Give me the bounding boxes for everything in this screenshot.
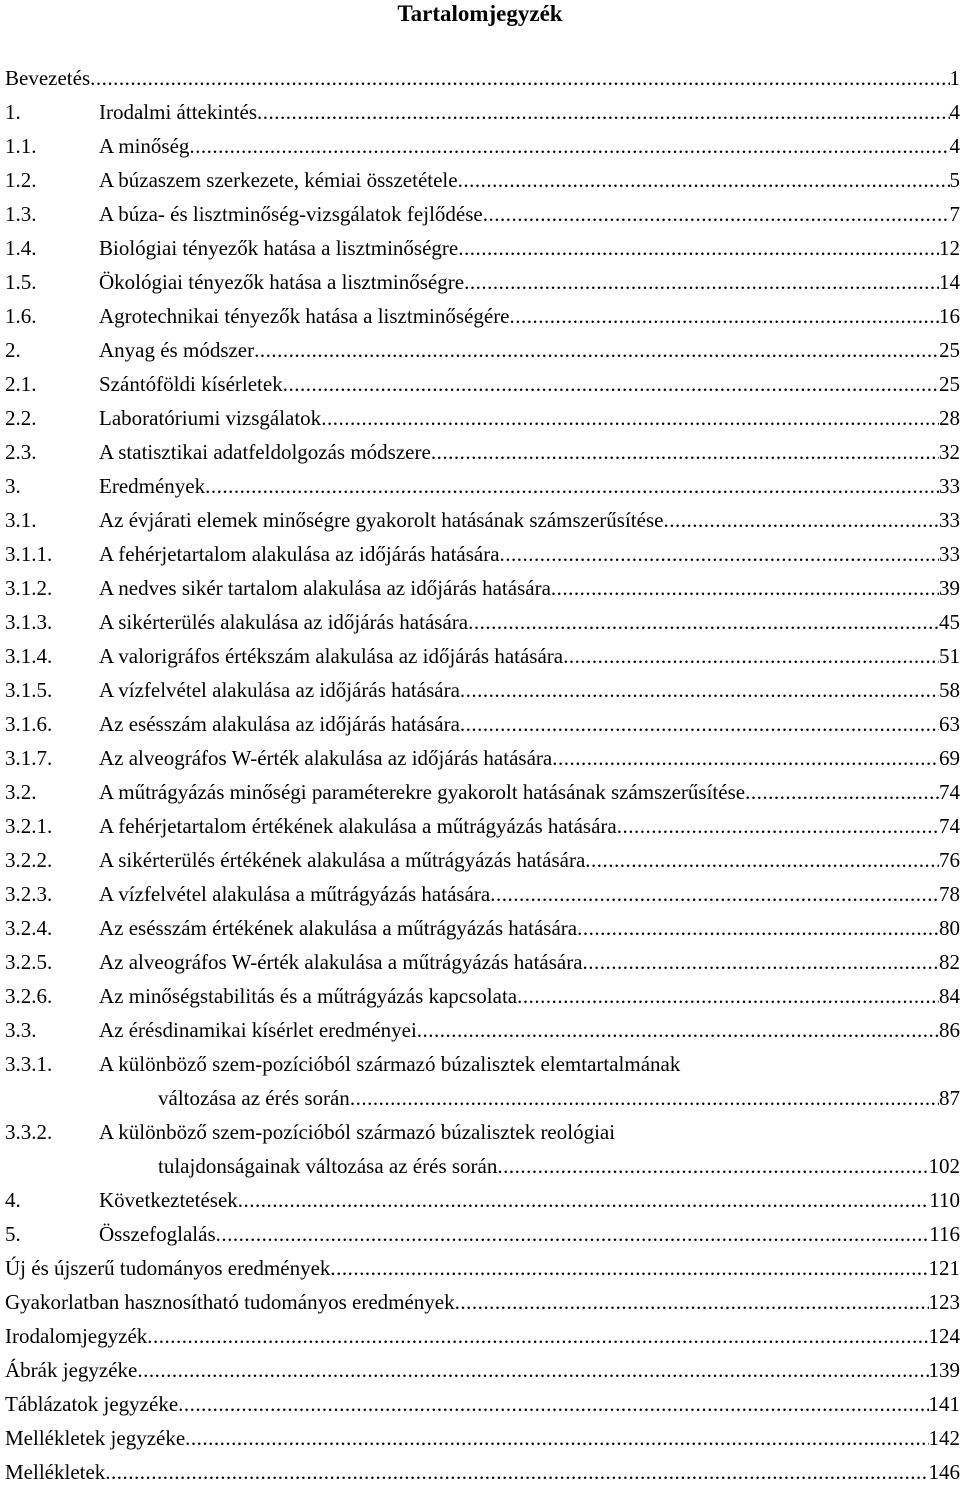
toc-entry-page: 1 bbox=[950, 61, 960, 95]
toc-entry[interactable] bbox=[5, 197, 960, 231]
toc-entry-page: 51 bbox=[939, 639, 960, 673]
dot-leader bbox=[460, 707, 939, 741]
toc-entry[interactable] bbox=[5, 1217, 960, 1251]
toc-entry-title: A különböző szem-pozícióból származó búzalisztek elemtartalmának bbox=[99, 1047, 680, 1081]
toc-entry[interactable] bbox=[5, 469, 960, 503]
dot-leader bbox=[330, 1251, 928, 1285]
toc-entry-title: Agrotechnikai tényezők hatása a lisztminőségére bbox=[99, 299, 510, 333]
dot-leader bbox=[178, 1387, 928, 1421]
toc-entry-title: A búzaszem szerkezete, kémiai összetétele bbox=[99, 163, 458, 197]
toc-entry-number: 3.2.1. bbox=[5, 809, 99, 843]
toc-entry-number: 3.1.5. bbox=[5, 673, 99, 707]
toc-entry-number: 3.1.2. bbox=[5, 571, 99, 605]
toc-entry-page: 78 bbox=[939, 877, 960, 911]
toc-entry[interactable] bbox=[5, 1047, 960, 1115]
toc-entry-title: Ökológiai tényezők hatása a lisztminőségre bbox=[99, 265, 464, 299]
toc-entry[interactable] bbox=[5, 673, 960, 707]
dot-leader bbox=[189, 129, 949, 163]
toc-entry-title: Az évjárati elemek minőségre gyakorolt hatásának számszerűsítése bbox=[99, 503, 663, 537]
toc-entry-number: 3.2.3. bbox=[5, 877, 99, 911]
toc-entry-number: 2.3. bbox=[5, 435, 99, 469]
toc-entry-number: 3.3.2. bbox=[5, 1115, 99, 1149]
toc-entry-number: 1. bbox=[5, 95, 99, 129]
toc-entry-page: 4 bbox=[950, 95, 960, 129]
toc-entry-title: A fehérjetartalom értékének alakulása a műtrágyázás hatására bbox=[99, 809, 617, 843]
toc-entry-number: 3.2.6. bbox=[5, 979, 99, 1013]
toc-entry-number: 1.3. bbox=[5, 197, 99, 231]
dot-leader bbox=[431, 435, 939, 469]
toc-entry[interactable] bbox=[5, 299, 960, 333]
toc-entry-title: Ábrák jegyzéke bbox=[5, 1353, 137, 1387]
toc-entry-page: 82 bbox=[939, 945, 960, 979]
toc-entry-number: 3.2.2. bbox=[5, 843, 99, 877]
page-title: Tartalomjegyzék bbox=[0, 0, 960, 31]
toc-entry-number: 1.6. bbox=[5, 299, 99, 333]
toc-entry-page: 84 bbox=[939, 979, 960, 1013]
dot-leader bbox=[617, 809, 939, 843]
toc-entry-number: 1.2. bbox=[5, 163, 99, 197]
toc-entry[interactable] bbox=[5, 537, 960, 571]
toc-entry-title: A búza- és lisztminőség-vizsgálatok fejlődése bbox=[99, 197, 483, 231]
dot-leader bbox=[577, 911, 939, 945]
toc-entry-page: 146 bbox=[929, 1455, 960, 1489]
toc-entry-title: Táblázatok jegyzéke bbox=[5, 1387, 178, 1421]
toc-entry-title: Gyakorlatban hasznosítható tudományos eredmények bbox=[5, 1285, 455, 1319]
toc-entry-title: A különböző szem-pozícióból származó búzalisztek reológiai bbox=[99, 1115, 615, 1149]
toc-entry[interactable] bbox=[5, 1353, 960, 1387]
dot-leader bbox=[583, 945, 939, 979]
toc-entry-page: 87 bbox=[939, 1081, 960, 1115]
toc-entry-page: 33 bbox=[939, 469, 960, 503]
toc-entry[interactable] bbox=[5, 605, 960, 639]
dot-leader bbox=[185, 1421, 928, 1455]
toc-entry-title: Bevezetés bbox=[5, 61, 90, 95]
dot-leader bbox=[483, 197, 950, 231]
toc-entry[interactable] bbox=[5, 401, 960, 435]
toc-entry-page: 74 bbox=[939, 775, 960, 809]
toc-entry-title: Következtetések bbox=[99, 1183, 238, 1217]
dot-leader bbox=[321, 401, 939, 435]
toc-entry-title: A vízfelvétel alakulása a műtrágyázás hatására bbox=[99, 877, 490, 911]
dot-leader bbox=[458, 231, 939, 265]
toc-entry-title: Mellékletek jegyzéke bbox=[5, 1421, 185, 1455]
toc-entry-page: 69 bbox=[939, 741, 960, 775]
dot-leader bbox=[510, 299, 939, 333]
toc-entry-title: A nedves sikér tartalom alakulása az időjárás hatására bbox=[99, 571, 551, 605]
toc-entry[interactable] bbox=[5, 61, 960, 95]
toc-entry-page: 14 bbox=[939, 265, 960, 299]
toc-entry-number: 3.3.1. bbox=[5, 1047, 99, 1081]
toc-entry-title: A fehérjetartalom alakulása az időjárás hatására bbox=[99, 537, 500, 571]
toc-entry-number: 2. bbox=[5, 333, 99, 367]
toc-entry-page: 124 bbox=[929, 1319, 960, 1353]
toc-entry[interactable] bbox=[5, 163, 960, 197]
dot-leader bbox=[551, 571, 939, 605]
dot-leader bbox=[517, 979, 939, 1013]
toc-entry-title: Irodalomjegyzék bbox=[5, 1319, 147, 1353]
toc-entry-page: 16 bbox=[939, 299, 960, 333]
dot-leader bbox=[497, 1149, 928, 1183]
toc-entry-number: 3.1.6. bbox=[5, 707, 99, 741]
toc-entry-number: 1.1. bbox=[5, 129, 99, 163]
toc-entry-title: Az esésszám értékének alakulása a műtrágyázás hatására bbox=[99, 911, 577, 945]
toc-entry[interactable] bbox=[5, 979, 960, 1013]
toc-entry-page: 4 bbox=[950, 129, 960, 163]
toc-entry[interactable] bbox=[5, 1013, 960, 1047]
toc-entry[interactable] bbox=[5, 843, 960, 877]
dot-leader bbox=[90, 61, 949, 95]
dot-leader bbox=[490, 877, 939, 911]
toc-entry-title: Az alveográfos W-érték alakulása az időjárás hatására bbox=[99, 741, 552, 775]
toc-entry[interactable] bbox=[5, 1319, 960, 1353]
toc-entry[interactable] bbox=[5, 1251, 960, 1285]
toc-entry-page: 116 bbox=[929, 1217, 960, 1251]
toc-entry-title: A sikérterülés értékének alakulása a műtrágyázás hatására bbox=[99, 843, 585, 877]
toc-entry-title-continued: tulajdonságainak változása az érés során bbox=[158, 1149, 497, 1183]
dot-leader bbox=[105, 1455, 928, 1489]
toc-entry-page: 142 bbox=[929, 1421, 960, 1455]
dot-leader bbox=[585, 843, 939, 877]
dot-leader bbox=[257, 95, 949, 129]
toc-entry-title: Az minőségstabilitás és a műtrágyázás kapcsolata bbox=[99, 979, 517, 1013]
toc-entry-number: 3.1.7. bbox=[5, 741, 99, 775]
dot-leader bbox=[455, 1285, 929, 1319]
toc-entry-page: 86 bbox=[939, 1013, 960, 1047]
toc-entry-page: 39 bbox=[939, 571, 960, 605]
dot-leader bbox=[552, 741, 939, 775]
toc-entry-page: 12 bbox=[939, 231, 960, 265]
toc-entry[interactable] bbox=[5, 503, 960, 537]
toc-entry[interactable] bbox=[5, 911, 960, 945]
toc-entry-page: 123 bbox=[929, 1285, 960, 1319]
toc-entry-page: 63 bbox=[939, 707, 960, 741]
dot-leader bbox=[147, 1319, 928, 1353]
toc-entry-page: 141 bbox=[929, 1387, 960, 1421]
dot-leader bbox=[458, 163, 950, 197]
toc-entry-page: 76 bbox=[939, 843, 960, 877]
toc-entry-page: 80 bbox=[939, 911, 960, 945]
dot-leader bbox=[137, 1353, 928, 1387]
toc-entry-title: Az alveográfos W-érték alakulása a műtrágyázás hatására bbox=[99, 945, 583, 979]
toc-entry[interactable] bbox=[5, 639, 960, 673]
toc-entry-number: 3.1.3. bbox=[5, 605, 99, 639]
dot-leader bbox=[500, 537, 939, 571]
toc-entry-number: 3.2. bbox=[5, 775, 99, 809]
toc-entry-number: 1.5. bbox=[5, 265, 99, 299]
dot-leader bbox=[350, 1081, 939, 1115]
toc-entry-number: 2.1. bbox=[5, 367, 99, 401]
dot-leader bbox=[238, 1183, 929, 1217]
toc-entry-page: 58 bbox=[939, 673, 960, 707]
dot-leader bbox=[745, 775, 939, 809]
toc-entry[interactable] bbox=[5, 571, 960, 605]
toc-entry-title: A műtrágyázás minőségi paraméterekre gyakorolt hatásának számszerűsítése bbox=[99, 775, 745, 809]
toc-entry[interactable] bbox=[5, 877, 960, 911]
toc-entry-title: Anyag és módszer bbox=[99, 333, 254, 367]
toc-entry-page: 25 bbox=[939, 367, 960, 401]
dot-leader bbox=[464, 265, 939, 299]
toc-entry[interactable] bbox=[5, 231, 960, 265]
toc-entry-title: Eredmények bbox=[99, 469, 205, 503]
toc-entry-title-continued: változása az érés során bbox=[158, 1081, 350, 1115]
toc-entry-page: 139 bbox=[929, 1353, 960, 1387]
toc-entry-title: Irodalmi áttekintés bbox=[99, 95, 257, 129]
toc-entry-title: A minőség bbox=[99, 129, 189, 163]
toc-entry[interactable] bbox=[5, 1455, 960, 1489]
toc-entry-page: 7 bbox=[950, 197, 960, 231]
toc-entry[interactable] bbox=[5, 1387, 960, 1421]
toc-entry-title: Szántóföldi kísérletek bbox=[99, 367, 283, 401]
toc-entry-number: 3. bbox=[5, 469, 99, 503]
toc-entry[interactable] bbox=[5, 775, 960, 809]
toc-entry-page: 102 bbox=[929, 1149, 960, 1183]
toc-entry[interactable] bbox=[5, 1183, 960, 1217]
toc-entry[interactable] bbox=[5, 367, 960, 401]
toc-entry-page: 45 bbox=[939, 605, 960, 639]
toc-entry-number: 3.3. bbox=[5, 1013, 99, 1047]
toc-entry[interactable] bbox=[5, 1115, 960, 1183]
toc-entry-number: 3.2.5. bbox=[5, 945, 99, 979]
toc-entry-title: A valorigráfos értékszám alakulása az időjárás hatására bbox=[99, 639, 563, 673]
toc-entry[interactable] bbox=[5, 435, 960, 469]
toc-entry[interactable] bbox=[5, 265, 960, 299]
toc-entry-title: Új és újszerű tudományos eredmények bbox=[5, 1251, 330, 1285]
toc-entry[interactable] bbox=[5, 1285, 960, 1319]
dot-leader bbox=[460, 673, 939, 707]
dot-leader bbox=[563, 639, 939, 673]
toc-entry-number: 2.2. bbox=[5, 401, 99, 435]
dot-leader bbox=[417, 1013, 939, 1047]
toc-entry[interactable] bbox=[5, 129, 960, 163]
toc-entry-page: 110 bbox=[929, 1183, 960, 1217]
toc-entry[interactable] bbox=[5, 741, 960, 775]
toc-entry-title: Az érésdinamikai kísérlet eredményei bbox=[99, 1013, 417, 1047]
toc-entry-title: Mellékletek bbox=[5, 1455, 105, 1489]
toc-entry-page: 28 bbox=[939, 401, 960, 435]
toc-entry[interactable] bbox=[5, 945, 960, 979]
toc-entry-page: 32 bbox=[939, 435, 960, 469]
toc-entry-number: 3.1.1. bbox=[5, 537, 99, 571]
toc-entry-title: Összefoglalás bbox=[99, 1217, 216, 1251]
dot-leader bbox=[205, 469, 939, 503]
toc-entry[interactable] bbox=[5, 809, 960, 843]
toc-entry-page: 25 bbox=[939, 333, 960, 367]
toc-entry-number: 4. bbox=[5, 1183, 99, 1217]
toc-entry-number: 1.4. bbox=[5, 231, 99, 265]
toc-entry-number: 3.1.4. bbox=[5, 639, 99, 673]
toc-entry-number: 5. bbox=[5, 1217, 99, 1251]
toc-entry-title: A sikérterülés alakulása az időjárás hatására bbox=[99, 605, 468, 639]
toc-entry-title: A vízfelvétel alakulása az időjárás hatására bbox=[99, 673, 460, 707]
toc-entry-title: Az esésszám alakulása az időjárás hatására bbox=[99, 707, 460, 741]
toc-entry[interactable] bbox=[5, 333, 960, 367]
dot-leader bbox=[216, 1217, 930, 1251]
toc-entry-number: 3.2.4. bbox=[5, 911, 99, 945]
toc-entry-page: 74 bbox=[939, 809, 960, 843]
toc-entry-title: Biológiai tényezők hatása a lisztminőségre bbox=[99, 231, 458, 265]
toc-entry-page: 33 bbox=[939, 503, 960, 537]
toc-entry-number: 3.1. bbox=[5, 503, 99, 537]
dot-leader bbox=[663, 503, 939, 537]
dot-leader bbox=[254, 333, 939, 367]
toc-entry-title: A statisztikai adatfeldolgozás módszere bbox=[99, 435, 431, 469]
toc-entry-page: 5 bbox=[950, 163, 960, 197]
toc-entry-page: 121 bbox=[929, 1251, 960, 1285]
toc-entry[interactable] bbox=[5, 1421, 960, 1455]
dot-leader bbox=[468, 605, 939, 639]
table-of-contents bbox=[5, 61, 960, 1489]
toc-entry-page: 33 bbox=[939, 537, 960, 571]
dot-leader bbox=[283, 367, 939, 401]
toc-entry[interactable] bbox=[5, 707, 960, 741]
toc-entry[interactable] bbox=[5, 95, 960, 129]
toc-entry-title: Laboratóriumi vizsgálatok bbox=[99, 401, 321, 435]
